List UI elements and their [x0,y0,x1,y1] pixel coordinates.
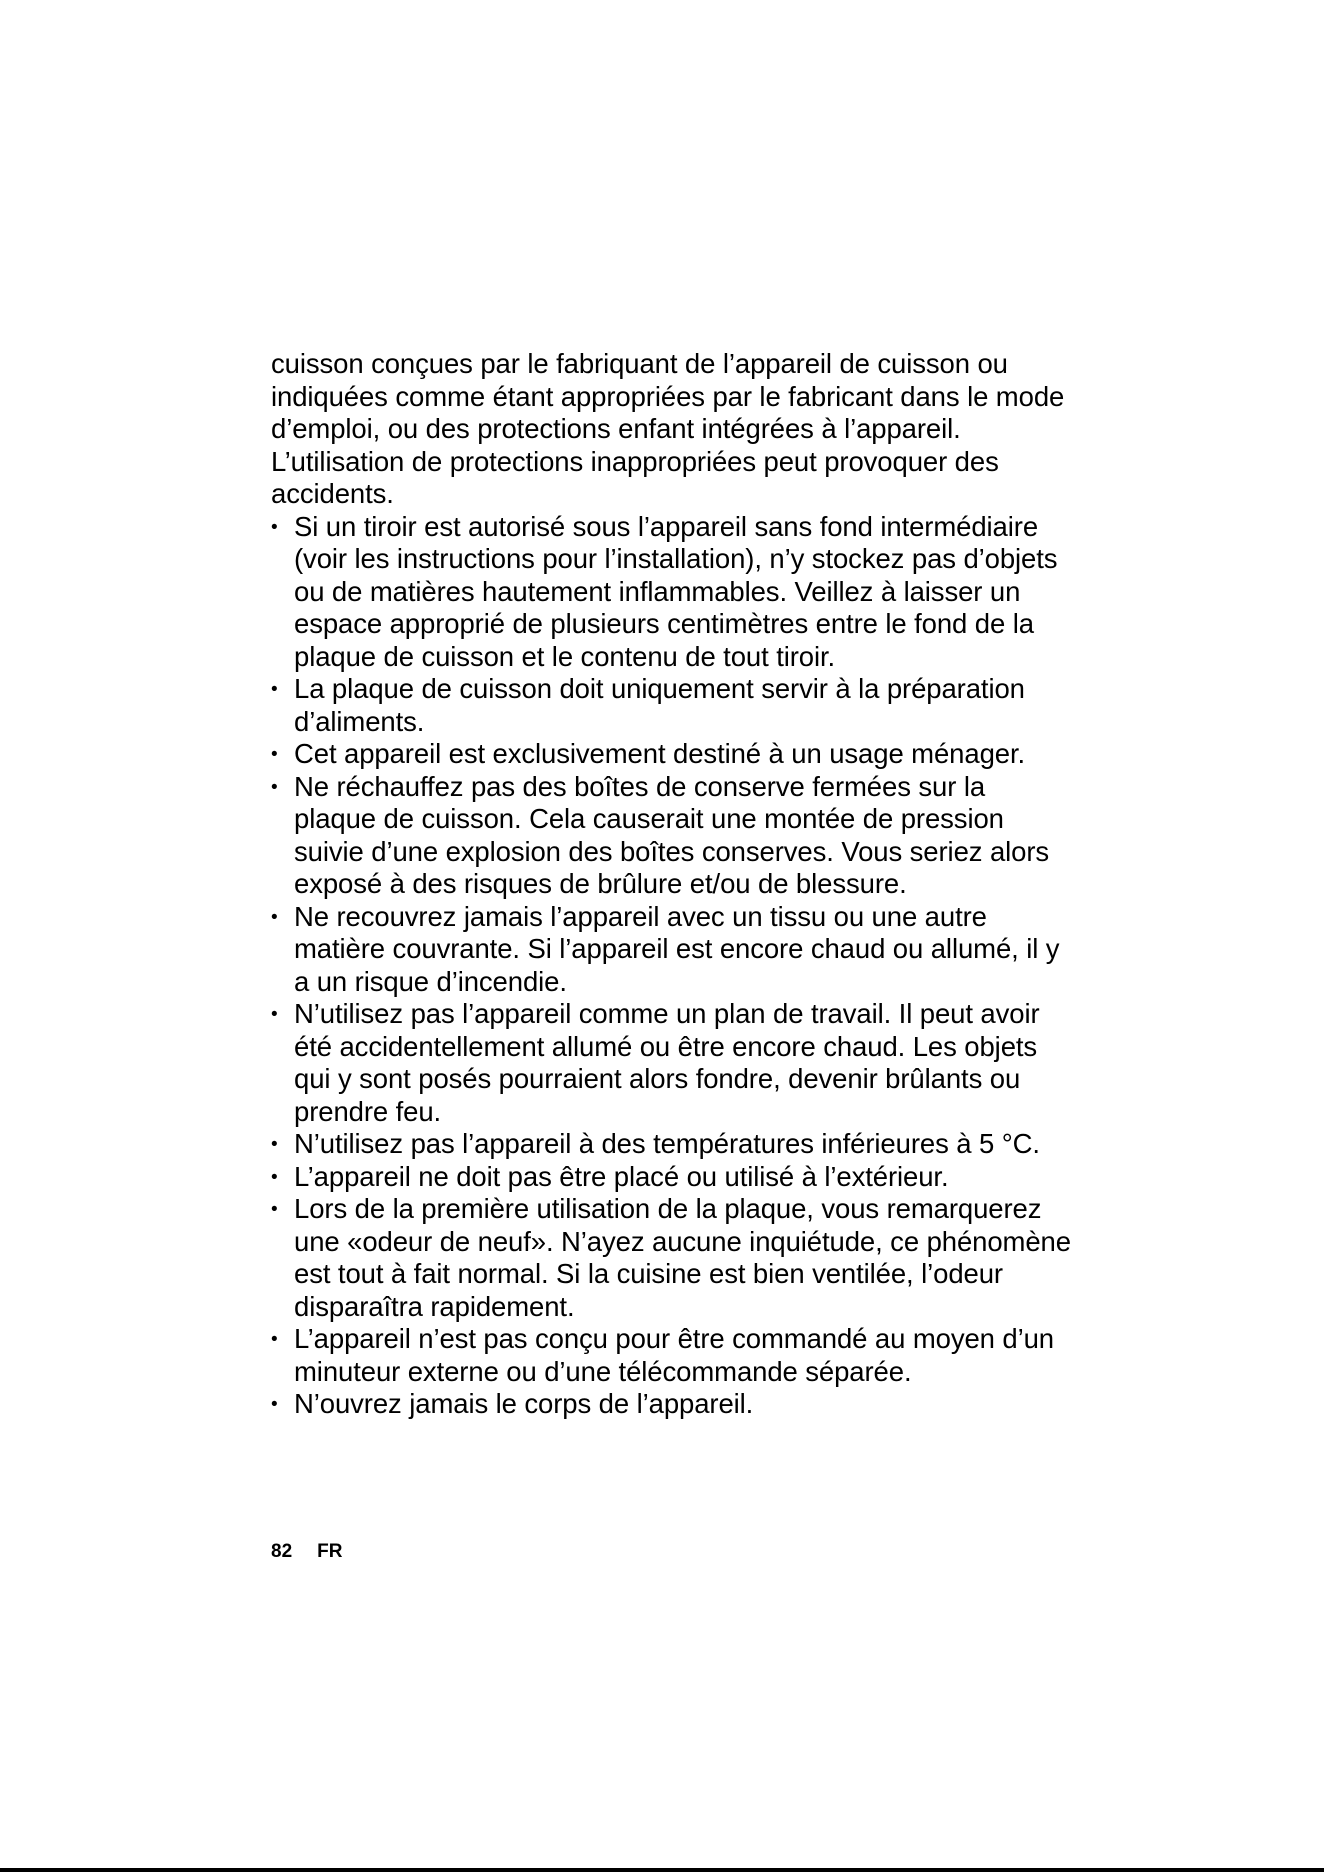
list-item-text: Cet appareil est exclusivement destiné à un usage ménager. [294,738,1026,769]
list-item [271,1323,1071,1388]
bottom-edge-divider [0,1868,1324,1872]
list-item [271,1161,1071,1194]
safety-instructions-list [271,511,1071,1421]
language-code: FR [317,1541,343,1562]
bullet-icon [271,1323,294,1360]
list-item-text: L’appareil ne doit pas être placé ou utilisé à l’extérieur. [294,1160,949,1192]
page-footer [271,1540,342,1564]
list-item [271,771,1071,901]
list-item [271,673,1071,738]
list-item [271,1193,1071,1323]
list-item-text: L’appareil n’est pas conçu pour être commandé au moyen d’un minuteur externe ou d’une télécommande séparée. [294,1323,1054,1387]
bullet-icon [271,771,294,808]
list-item-text: La plaque de cuisson doit uniquement servir à la préparation d’aliments. [294,673,1025,737]
body-text [271,348,1071,1421]
list-item [271,1388,1071,1421]
bullet-icon [271,901,294,938]
bullet-icon [271,1388,294,1425]
list-item [271,511,1071,674]
list-item-text: Lors de la première utilisation de la plaque, vous remarquerez une «odeur de neuf». N’ayez aucune inquiétude, ce phénomène est tout à fait normal. Si la cuisine est bien ventilée, l’odeur disparaîtra rapidement. [294,1193,1071,1322]
list-item-text: Ne réchauffez pas des boîtes de conserve fermées sur la plaque de cuisson. Cela causerait une montée de pression suivie d’une explosion des boîtes conserves. Vous seriez alors exposé à des risques de brûlure et/ou de blessure. [294,770,1050,899]
list-item [271,901,1071,999]
list-item [271,1128,1071,1161]
list-item-text: N’utilisez pas l’appareil à des températures inférieures à 5 °C. [294,1128,1040,1159]
list-item-text: N’utilisez pas l’appareil comme un plan de travail. Il peut avoir été accidentellement allumé ou être encore chaud. Les objets qui y sont posés pourraient alors fondre, devenir brûlants ou prendre feu. [294,998,1040,1127]
bullet-icon [271,1128,294,1165]
bullet-icon [271,511,294,548]
bullet-icon [271,1193,294,1230]
list-item-text: Ne recouvrez jamais l’appareil avec un tissu ou une autre matière couvrante. Si l’appareil est encore chaud ou allumé, il y a un risque d’incendie. [294,900,1060,997]
page-number: 82 [271,1541,293,1562]
intro-paragraph: cuisson conçues par le fabriquant de l’appareil de cuisson ou indiquées comme étant appropriées par le fabricant dans le mode d’emploi, ou des protections enfant intégrées à l’appareil. L’utilisation de protections inappropriées peut provoquer des accidents. [271,348,1065,509]
bullet-icon [271,998,294,1035]
list-item-text: N’ouvrez jamais le corps de l’appareil. [294,1388,754,1419]
bullet-icon [271,738,294,775]
bullet-icon [271,673,294,710]
page-content [271,348,1071,1421]
list-item [271,998,1071,1128]
list-item [271,738,1071,771]
list-item-text: Si un tiroir est autorisé sous l’appareil sans fond intermédiaire (voir les instructions pour l’installation), n’y stockez pas d’objets ou de matières hautement inflammables. Veillez à laisser un espace approprié de plusieurs centimètres entre le fond de la plaque de cuisson et le contenu de tout tiroir. [294,510,1058,672]
bullet-icon [271,1161,294,1198]
